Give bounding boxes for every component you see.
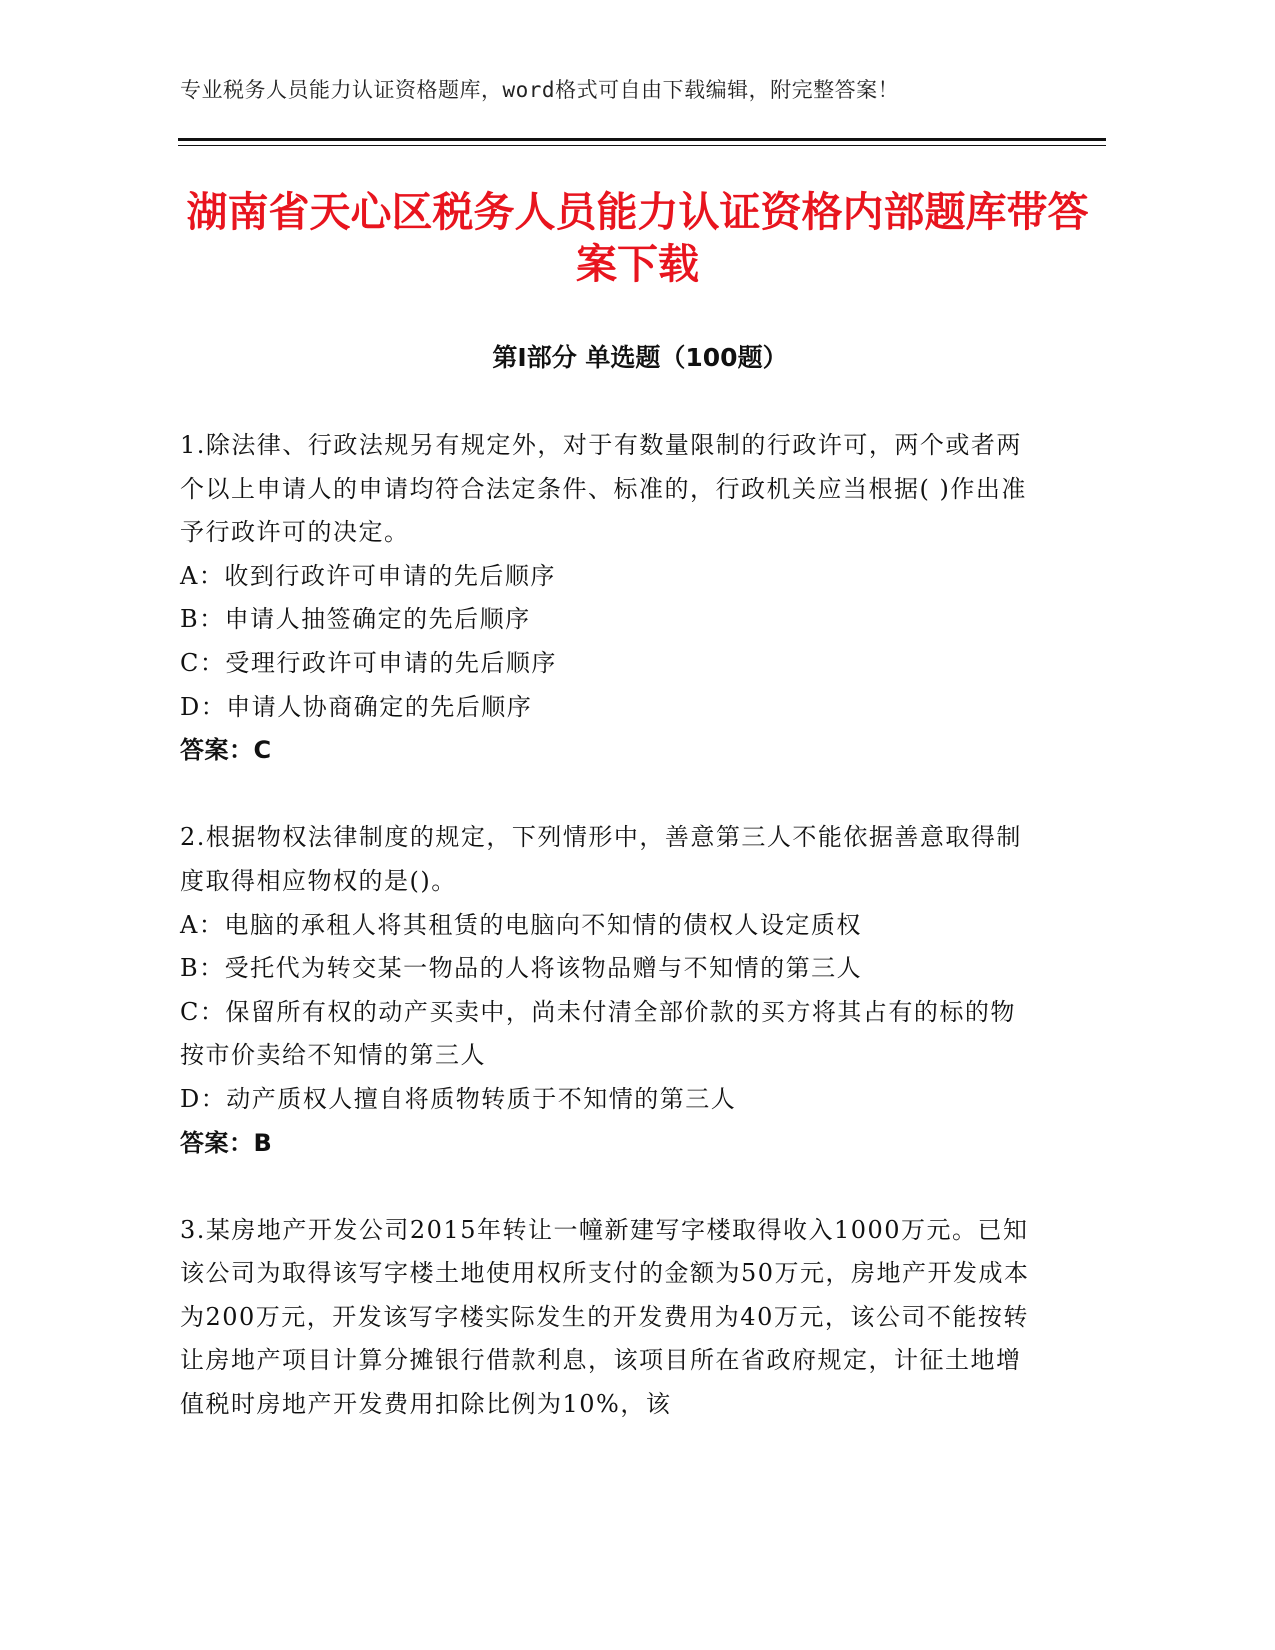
question-3	[180, 1209, 1035, 1427]
question-text: 1.除法律、行政法规另有规定外，对于有数量限制的行政许可，两个或者两个以上申请人的申请均符合法定条件、标准的，行政机关应当根据( )作出准予行政许可的决定。	[180, 431, 1027, 547]
option-b: B：受托代为转交某一物品的人将该物品赠与不知情的第三人	[180, 954, 863, 983]
header-rule-thin	[178, 145, 1106, 146]
answer: 答案：B	[180, 1128, 273, 1157]
section-heading: 第I部分 单选题（100题）	[492, 343, 788, 372]
question-text: 2.根据物权法律制度的规定，下列情形中，善意第三人不能依据善意取得制度取得相应物权的是()。	[180, 823, 1022, 895]
option-b: B：申请人抽签确定的先后顺序	[180, 605, 531, 634]
question-list	[180, 424, 1035, 1427]
option-c: C：保留所有权的动产买卖中，尚未付清全部价款的买方将其占有的标的物按市价卖给不知情的第三人	[180, 997, 1016, 1070]
option-a: A：收到行政许可申请的先后顺序	[180, 561, 556, 590]
option-c: C：受理行政许可申请的先后顺序	[180, 648, 557, 677]
question-1	[180, 424, 1035, 773]
answer: 答案：C	[180, 736, 272, 765]
document-title: 湖南省天心区税务人员能力认证资格内部题库带答案下载	[186, 188, 1089, 288]
header-rule-thick	[178, 138, 1106, 141]
option-a: A：电脑的承租人将其租赁的电脑向不知情的债权人设定质权	[180, 910, 862, 939]
option-d: D：动产质权人擅自将质物转质于不知情的第三人	[180, 1084, 737, 1113]
spacer	[180, 773, 1035, 817]
header-note: 专业税务人员能力认证资格题库，word格式可自由下载编辑，附完整答案！	[180, 78, 900, 102]
question-text: 3.某房地产开发公司2015年转让一幢新建写字楼取得收入1000万元。已知该公司为取得该写字楼土地使用权所支付的金额为50万元，房地产开发成本为200万元，开发该写字楼实际发生的开发费用为40万元，该公司不能按转让房地产项目计算分摊银行借款利息，该项目所在省政府规定，计征土地增值税时房地产开发费用扣除比例为10%，该	[180, 1215, 1030, 1419]
question-2	[180, 816, 1035, 1165]
option-d: D：申请人协商确定的先后顺序	[180, 692, 533, 721]
spacer	[180, 1165, 1035, 1209]
